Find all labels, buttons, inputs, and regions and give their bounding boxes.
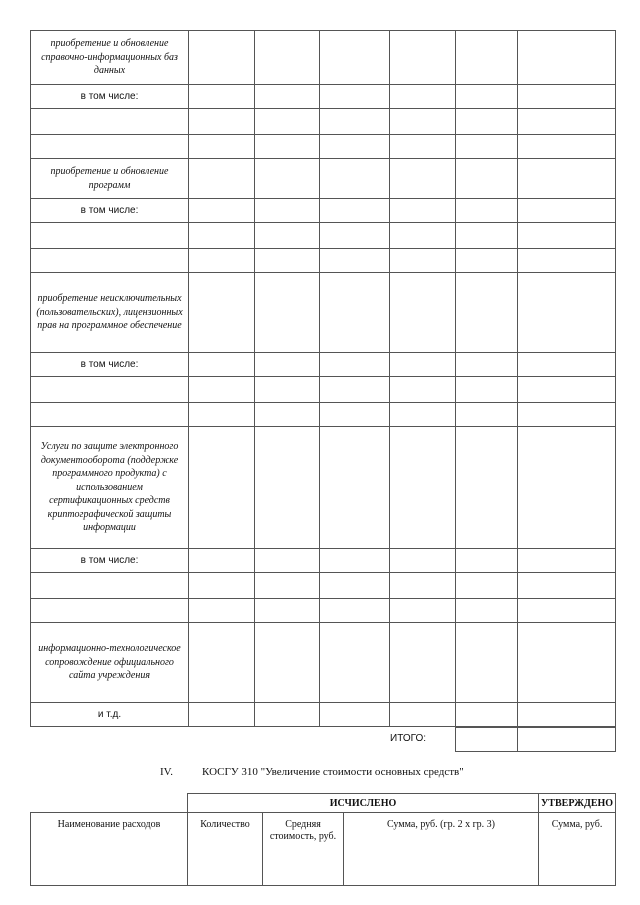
value-cell[interactable] xyxy=(189,109,255,135)
table-row xyxy=(31,249,616,273)
table-row xyxy=(31,159,616,199)
table-row xyxy=(31,31,616,85)
value-cell[interactable] xyxy=(255,353,320,377)
row-label: в том числе: xyxy=(31,85,189,109)
value-cell[interactable] xyxy=(189,623,255,703)
value-cell[interactable] xyxy=(189,703,255,727)
value-cell[interactable] xyxy=(456,249,518,273)
value-cell[interactable] xyxy=(320,599,390,623)
value-cell[interactable] xyxy=(390,249,456,273)
value-cell[interactable] xyxy=(189,549,255,573)
row-label xyxy=(31,599,189,623)
total-label: ИТОГО: xyxy=(390,733,427,744)
value-cell[interactable] xyxy=(320,199,390,223)
value-cell[interactable] xyxy=(320,159,390,199)
value-cell[interactable] xyxy=(189,249,255,273)
value-cell[interactable] xyxy=(255,135,320,159)
value-cell[interactable] xyxy=(456,85,518,109)
value-cell[interactable] xyxy=(390,31,456,85)
value-cell[interactable] xyxy=(255,573,320,599)
col-quantity: Количество xyxy=(188,813,263,886)
row-label: в том числе: xyxy=(31,549,189,573)
row-label xyxy=(31,573,189,599)
value-cell[interactable] xyxy=(320,377,390,403)
value-cell[interactable] xyxy=(255,249,320,273)
value-cell[interactable] xyxy=(518,159,616,199)
row-label xyxy=(31,223,189,249)
value-cell[interactable] xyxy=(390,573,456,599)
value-cell[interactable] xyxy=(456,199,518,223)
value-cell[interactable] xyxy=(518,353,616,377)
total-cells xyxy=(455,727,616,752)
value-cell[interactable] xyxy=(189,403,255,427)
value-cell[interactable] xyxy=(189,377,255,403)
value-cell[interactable] xyxy=(320,85,390,109)
value-cell[interactable] xyxy=(390,427,456,549)
value-cell[interactable] xyxy=(390,403,456,427)
row-label xyxy=(31,135,189,159)
table-row xyxy=(31,109,616,135)
table-row xyxy=(31,703,616,727)
value-cell[interactable] xyxy=(189,427,255,549)
table-row xyxy=(31,427,616,549)
value-cell[interactable] xyxy=(456,223,518,249)
value-cell[interactable] xyxy=(518,85,616,109)
value-cell[interactable] xyxy=(255,703,320,727)
row-label: в том числе: xyxy=(31,199,189,223)
value-cell[interactable] xyxy=(189,159,255,199)
value-cell[interactable] xyxy=(456,273,518,353)
value-cell[interactable] xyxy=(255,377,320,403)
value-cell[interactable] xyxy=(255,85,320,109)
value-cell[interactable] xyxy=(456,353,518,377)
value-cell[interactable] xyxy=(390,353,456,377)
row-label: в том числе: xyxy=(31,353,189,377)
value-cell[interactable] xyxy=(390,273,456,353)
total-cell-2[interactable] xyxy=(518,728,616,752)
value-cell[interactable] xyxy=(189,273,255,353)
value-cell[interactable] xyxy=(390,85,456,109)
value-cell[interactable] xyxy=(189,85,255,109)
value-cell[interactable] xyxy=(189,353,255,377)
value-cell[interactable] xyxy=(456,403,518,427)
value-cell[interactable] xyxy=(518,573,616,599)
value-cell[interactable] xyxy=(518,249,616,273)
value-cell[interactable] xyxy=(255,599,320,623)
row-label xyxy=(31,109,189,135)
value-cell[interactable] xyxy=(518,223,616,249)
value-cell[interactable] xyxy=(390,109,456,135)
value-cell[interactable] xyxy=(390,135,456,159)
table-row xyxy=(31,403,616,427)
row-label: приобретение и обновление программ xyxy=(31,159,189,199)
section-heading xyxy=(160,766,464,778)
value-cell[interactable] xyxy=(518,599,616,623)
value-cell[interactable] xyxy=(320,31,390,85)
expense-table-body xyxy=(31,31,616,727)
value-cell[interactable] xyxy=(456,573,518,599)
table-row xyxy=(31,85,616,109)
value-cell[interactable] xyxy=(320,353,390,377)
expense-table xyxy=(30,30,616,727)
section-title: КОСГУ 310 "Увеличение стоимости основных средств" xyxy=(202,766,464,778)
value-cell[interactable] xyxy=(456,377,518,403)
row-label: информационно-технологическое сопровождение официального сайта учреждения xyxy=(31,623,189,703)
value-cell[interactable] xyxy=(320,223,390,249)
row-label: и т.д. xyxy=(31,703,189,727)
row-label xyxy=(31,403,189,427)
table-row xyxy=(31,353,616,377)
value-cell[interactable] xyxy=(456,549,518,573)
value-cell[interactable] xyxy=(456,135,518,159)
value-cell[interactable] xyxy=(189,573,255,599)
total-cell-1[interactable] xyxy=(456,728,518,752)
table-row xyxy=(31,573,616,599)
approved-header: УТВЕРЖДЕНО xyxy=(539,794,616,813)
value-cell[interactable] xyxy=(390,199,456,223)
value-cell[interactable] xyxy=(390,549,456,573)
value-cell[interactable] xyxy=(390,377,456,403)
table-row xyxy=(31,135,616,159)
value-cell[interactable] xyxy=(320,249,390,273)
value-cell[interactable] xyxy=(390,159,456,199)
table-row xyxy=(31,199,616,223)
table-row xyxy=(31,549,616,573)
value-cell[interactable] xyxy=(189,31,255,85)
calculated-header: ИСЧИСЛЕНО xyxy=(188,794,539,813)
value-cell[interactable] xyxy=(255,223,320,249)
value-cell[interactable] xyxy=(320,135,390,159)
table-row xyxy=(31,623,616,703)
value-cell[interactable] xyxy=(255,403,320,427)
value-cell[interactable] xyxy=(255,273,320,353)
value-cell[interactable] xyxy=(255,549,320,573)
value-cell[interactable] xyxy=(390,223,456,249)
value-cell[interactable] xyxy=(390,599,456,623)
table-row xyxy=(31,377,616,403)
value-cell[interactable] xyxy=(189,599,255,623)
row-label: приобретение и обновление справочно-информационных баз данных xyxy=(31,31,189,85)
col-average-cost: Средняя стоимость, руб. xyxy=(263,813,344,886)
value-cell[interactable] xyxy=(518,273,616,353)
value-cell[interactable] xyxy=(320,549,390,573)
value-cell[interactable] xyxy=(518,31,616,85)
row-label: приобретение неисключительных (пользовательских), лицензионных прав на программное обеспечение xyxy=(31,273,189,353)
value-cell[interactable] xyxy=(456,623,518,703)
value-cell[interactable] xyxy=(255,31,320,85)
value-cell[interactable] xyxy=(518,199,616,223)
col-expense-name: Наименование расходов xyxy=(31,813,188,886)
table-row xyxy=(31,599,616,623)
value-cell[interactable] xyxy=(320,109,390,135)
col-approved-sum: Сумма, руб. xyxy=(539,813,616,886)
value-cell[interactable] xyxy=(518,623,616,703)
col-sum: Сумма, руб. (гр. 2 х гр. 3) xyxy=(344,813,539,886)
value-cell[interactable] xyxy=(320,403,390,427)
value-cell[interactable] xyxy=(456,31,518,85)
value-cell[interactable] xyxy=(518,403,616,427)
row-label xyxy=(31,377,189,403)
value-cell[interactable] xyxy=(189,135,255,159)
value-cell[interactable] xyxy=(189,223,255,249)
value-cell[interactable] xyxy=(390,703,456,727)
value-cell[interactable] xyxy=(456,109,518,135)
value-cell[interactable] xyxy=(456,703,518,727)
value-cell[interactable] xyxy=(518,135,616,159)
value-cell[interactable] xyxy=(320,573,390,599)
value-cell[interactable] xyxy=(255,109,320,135)
value-cell[interactable] xyxy=(518,703,616,727)
value-cell[interactable] xyxy=(189,199,255,223)
value-cell[interactable] xyxy=(518,549,616,573)
value-cell[interactable] xyxy=(320,623,390,703)
value-cell[interactable] xyxy=(255,199,320,223)
value-cell[interactable] xyxy=(456,159,518,199)
value-cell[interactable] xyxy=(518,427,616,549)
value-cell[interactable] xyxy=(456,427,518,549)
value-cell[interactable] xyxy=(255,159,320,199)
value-cell[interactable] xyxy=(320,427,390,549)
value-cell[interactable] xyxy=(456,599,518,623)
empty-corner xyxy=(31,794,188,813)
value-cell[interactable] xyxy=(518,377,616,403)
table-row xyxy=(31,273,616,353)
value-cell[interactable] xyxy=(320,703,390,727)
table-row xyxy=(31,223,616,249)
value-cell[interactable] xyxy=(255,623,320,703)
section-number: IV. xyxy=(160,766,173,778)
row-label xyxy=(31,249,189,273)
value-cell[interactable] xyxy=(390,623,456,703)
value-cell[interactable] xyxy=(320,273,390,353)
value-cell[interactable] xyxy=(255,427,320,549)
value-cell[interactable] xyxy=(518,109,616,135)
kosgu-310-table xyxy=(30,793,616,886)
row-label: Услуги по защите электронного документооборота (поддержке программного продукта) с использованием сертификационных средств криптографической защиты информации xyxy=(31,427,189,549)
